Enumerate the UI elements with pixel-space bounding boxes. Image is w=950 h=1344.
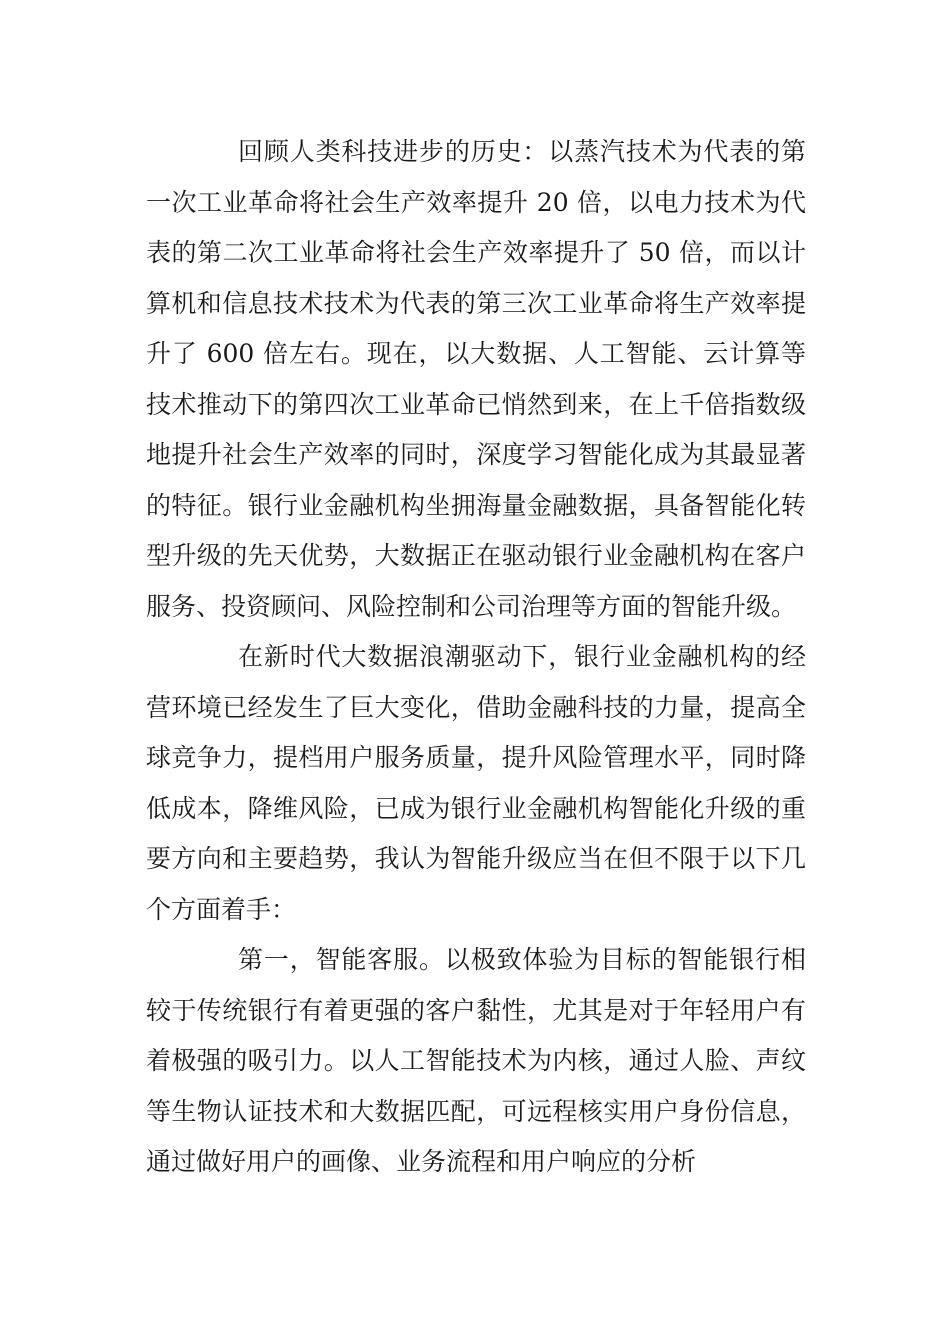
paragraph-smart-service: 第一，智能客服。以极致体验为目标的智能银行相较于传统银行有着更强的客户黏性，尤其是对于年轻用户有着极强的吸引力。以人工智能技术为内核，通过人脸、声纹等生物认证技术和大数据匹配，可远程核实用户身份信息，通过做好用户的画像、业务流程和用户响应的分析 [146,945,806,1176]
paragraph-history: 回顾人类科技进步的历史：以蒸汽技术为代表的第一次工业革命将社会生产效率提升 20 倍，以电力技术为代表的第二次工业革命将社会生产效率提升了 50 倍，而以计算机和信息技术技术为代表的第三次工业革命将生产效率提升了 600 倍左右。现在，以大数据、人工智能、云计算等技术推动下的第四次工业革命已悄然到来，在上千倍指数级地提升社会生产效率的同时，深度学习智能化成为其最显著的特征。银行业金融机构坐拥海量金融数据，具备智能化转型升级的先天优势，大数据正在驱动银行业金融机构在客户服务、投资顾问、风险控制和公司治理等方面的智能升级。 [146,137,806,621]
paragraph-new-era: 在新时代大数据浪潮驱动下，银行业金融机构的经营环境已经发生了巨大变化，借助金融科技的力量，提高全球竞争力，提档用户服务质量，提升风险管理水平，同时降低成本，降维风险，已成为银行业金融机构智能化升级的重要方向和主要趋势，我认为智能升级应当在但不限于以下几个方面着手： [146,642,806,924]
document-body [146,127,806,1188]
